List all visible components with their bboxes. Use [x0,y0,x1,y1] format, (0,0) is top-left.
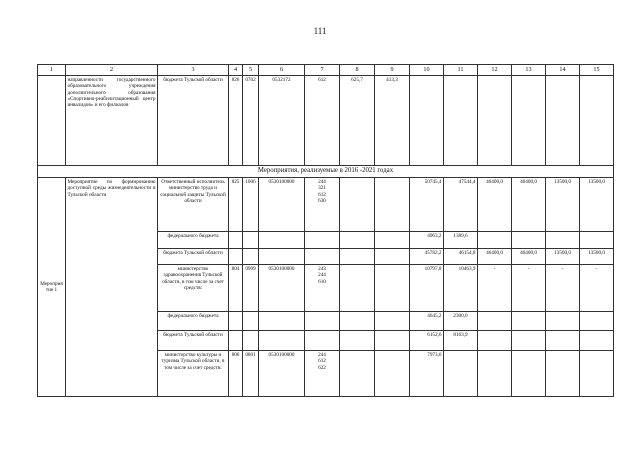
table-cell: 1006 [243,178,259,232]
kvr-code: 244 [318,352,326,358]
table-cell: 806 [229,351,243,397]
measure-label: Мероприятие 1 [38,178,66,397]
table-cell [305,312,340,331]
table-cell [546,351,580,397]
table-cell: 0702 [243,76,259,166]
column-header: 3 [158,65,229,76]
table-cell: - [478,265,512,312]
table-cell: 2300,0 [444,312,478,331]
table-cell [478,76,512,166]
table-cell [340,249,375,265]
table-cell [478,232,512,249]
table-cell [243,312,259,331]
table-cell: министерство культуры и туризма Тульской области, в том числе за счет средств: [158,351,229,397]
table-cell: 7973,6 [410,351,444,397]
table-cell: 46400,0 [512,249,546,265]
kvr-code: 612 [318,191,326,198]
column-header: 2 [66,65,158,76]
table-cell [546,331,580,351]
kvr-code: 244 [318,272,326,279]
table-cell: - [512,265,546,312]
column-header: 7 [305,65,340,76]
table-cell [259,232,305,249]
table-cell: 46400,0 [512,178,546,232]
table-cell: 612 [305,76,340,166]
table-cell: 13500,0 [546,249,580,265]
measure-name: Мероприятие по формированию доступной среды жизнедеятельности в Тульской области [66,178,158,397]
table-cell: 4963,2 [410,232,444,249]
column-number-header [38,65,614,76]
kvr-code: 244 [318,179,326,185]
table-cell [478,312,512,331]
table-cell [512,232,546,249]
table-cell: - [580,265,614,312]
table-cell: бюджета Тульской области [158,76,229,166]
table-cell [243,331,259,351]
column-header: 8 [340,65,375,76]
table-cell: 47544,4 [444,178,478,232]
column-header: 4 [229,65,243,76]
column-header: 1 [38,65,66,76]
table-cell: 1389,6 [444,232,478,249]
table-row [38,178,614,232]
table-cell [38,76,66,166]
table-cell [546,312,580,331]
table-cell [340,178,375,232]
table-cell: 0530100000 [259,351,305,397]
table-cell: бюджета Тульской области [158,331,229,351]
table-cell [580,331,614,351]
table-cell: 6152,6 [410,331,444,351]
table-cell [375,232,410,249]
column-header: 15 [580,65,614,76]
section-row [38,166,614,178]
table-cell [229,331,243,351]
table-cell [340,265,375,312]
table-cell [340,331,375,351]
kvr-code: 243 [318,266,326,272]
table-cell [305,232,340,249]
table-cell [546,76,580,166]
kvr-code: 612 [318,358,326,365]
table-cell [305,331,340,351]
table-cell [229,312,243,331]
table-cell [375,331,410,351]
table-row [38,76,614,166]
table-cell: 413,3 [375,76,410,166]
table-cell [375,178,410,232]
column-header: 9 [375,65,410,76]
column-header: 6 [259,65,305,76]
table-cell: 804 [229,265,243,312]
table-cell [259,312,305,331]
table-cell [229,249,243,265]
table-cell: 826 [229,76,243,166]
section-title: Мероприятия, реализуемые в 2016 -2021 годах [38,166,614,178]
table-cell [375,249,410,265]
table-cell: 46400,0 [478,249,512,265]
table-cell [375,312,410,331]
table-cell [375,351,410,397]
table-cell: 0909 [243,265,259,312]
table-cell [444,351,478,397]
column-header: 14 [546,65,580,76]
table-cell: бюджета Тульской области [158,249,229,265]
column-header: 10 [410,65,444,76]
table-cell: 0532172 [259,76,305,166]
table-cell: федерального бюджета [158,232,229,249]
table-cell: 50745,4 [410,178,444,232]
table-cell [229,232,243,249]
table-cell: 13500,0 [546,178,580,232]
table-cell [512,351,546,397]
table-cell: федерального бюджета [158,312,229,331]
table-cell [512,76,546,166]
table-cell [580,312,614,331]
table-cell: 13500,0 [580,249,614,265]
table-cell [580,351,614,397]
table-cell [410,76,444,166]
table-cell [580,76,614,166]
table-cell [340,351,375,397]
table-cell: 0801 [243,351,259,397]
table-cell [340,232,375,249]
table-cell [375,265,410,312]
table-cell: 0530100000 [259,265,305,312]
table-cell: - [546,265,580,312]
table-cell [340,312,375,331]
table-cell: министерство здравоохранения Тульской области, в том числе за счет средств: [158,265,229,312]
column-header: 11 [444,65,478,76]
table-cell: 46400,0 [478,178,512,232]
column-header: 13 [512,65,546,76]
table-cell: Ответственный исполнитель министерство труда и социальной защиты Тульской области [158,178,229,232]
kvr-code: 630 [318,197,326,204]
table-cell: 625,7 [340,76,375,166]
kvr-code: 321 [318,185,326,192]
column-header: 12 [478,65,512,76]
table-cell [305,249,340,265]
table-cell [444,76,478,166]
table-cell: 8163,9 [444,331,478,351]
table-cell [546,232,580,249]
table-cell [478,331,512,351]
table-cell [243,232,259,249]
table-cell [478,351,512,397]
table-cell: 10797,8 [410,265,444,312]
table-cell [259,249,305,265]
table-cell: 10463,9 [444,265,478,312]
table-cell: 0530100000 [259,178,305,232]
kvr-code: 622 [318,364,326,371]
table-cell [580,232,614,249]
table-cell [512,331,546,351]
table-cell: 45782,2 [410,249,444,265]
kvr-code: 610 [318,278,326,285]
table-cell: 4645,2 [410,312,444,331]
table-cell [243,249,259,265]
table-cell [259,331,305,351]
table-cell: 825 [229,178,243,232]
table-cell [512,312,546,331]
page-number: 111 [313,26,327,36]
table-cell [305,178,340,232]
table-cell: 46154,8 [444,249,478,265]
table-cell: 13500,0 [580,178,614,232]
table-cell: направленности государственного образовательного учреждения дополнительного образования «Спортивно-реабилитационный центр инвалидов» и его филиалов [66,76,158,166]
budget-table [37,64,614,397]
table-cell [305,351,340,397]
column-header: 5 [243,65,259,76]
table-cell [305,265,340,312]
